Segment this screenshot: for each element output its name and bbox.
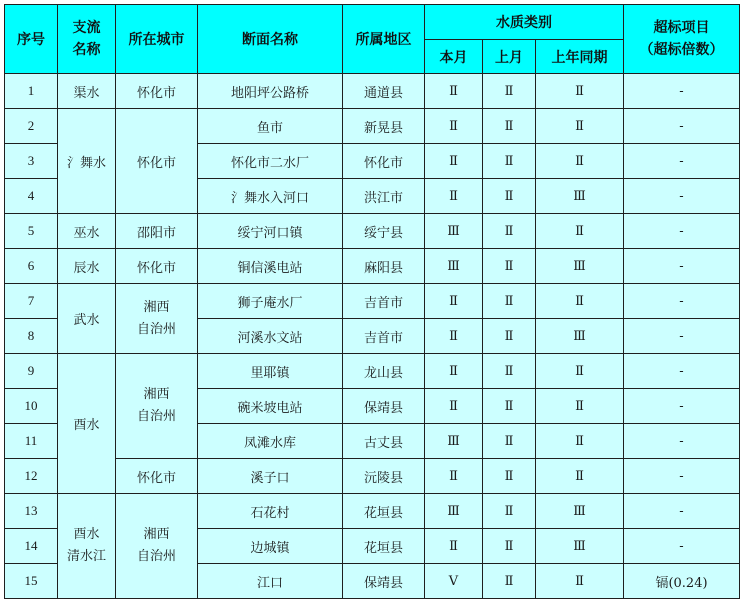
cell-last-year: Ⅲ — [536, 179, 624, 214]
header-last-year: 上年同期 — [536, 40, 624, 74]
cell-tributary — [58, 494, 116, 599]
cell-city: 邵阳市 — [116, 214, 198, 249]
cell-seq: 5 — [5, 214, 58, 249]
cell-region: 花垣县 — [343, 529, 425, 564]
cell-last-year: Ⅱ — [536, 564, 624, 599]
cell-seq: 14 — [5, 529, 58, 564]
cell-this-month: Ⅲ — [425, 249, 483, 284]
cell-this-month: Ⅱ — [425, 74, 483, 109]
cell-exceed: - — [624, 319, 740, 354]
cell-city-line2: 自治州 — [136, 409, 176, 424]
cell-section: 碗米坡电站 — [198, 389, 343, 424]
cell-region: 保靖县 — [343, 389, 425, 424]
cell-region: 麻阳县 — [343, 249, 425, 284]
header-exceed — [624, 5, 740, 74]
cell-last-year: Ⅱ — [536, 424, 624, 459]
cell-tributary: 巫水 — [58, 214, 116, 249]
cell-exceed: - — [624, 144, 740, 179]
cell-this-month: Ⅴ — [425, 564, 483, 599]
cell-seq: 9 — [5, 354, 58, 389]
cell-city — [116, 284, 198, 354]
cell-city — [116, 354, 198, 459]
cell-last-year: Ⅱ — [536, 144, 624, 179]
cell-this-month: Ⅲ — [425, 494, 483, 529]
table-row — [5, 214, 740, 249]
cell-exceed: - — [624, 74, 740, 109]
cell-exceed: - — [624, 214, 740, 249]
cell-city: 怀化市 — [116, 459, 198, 494]
table-row — [5, 74, 740, 109]
cell-seq: 2 — [5, 109, 58, 144]
table-row — [5, 494, 740, 529]
cell-last-year: Ⅱ — [536, 109, 624, 144]
cell-last-year: Ⅱ — [536, 354, 624, 389]
water-quality-table-container — [4, 4, 740, 599]
cell-last-year: Ⅱ — [536, 389, 624, 424]
cell-seq: 6 — [5, 249, 58, 284]
cell-section: 狮子庵水厂 — [198, 284, 343, 319]
cell-exceed: - — [624, 179, 740, 214]
cell-tributary: 武水 — [58, 284, 116, 354]
cell-last-year: Ⅱ — [536, 284, 624, 319]
cell-city-line2: 自治州 — [136, 549, 176, 564]
cell-city: 怀化市 — [116, 249, 198, 284]
header-row-1 — [5, 5, 740, 40]
cell-city — [116, 494, 198, 599]
cell-this-month: Ⅱ — [425, 389, 483, 424]
water-quality-table — [4, 4, 740, 599]
header-region: 所属地区 — [343, 5, 425, 74]
cell-tributary: 辰水 — [58, 249, 116, 284]
table-row — [5, 354, 740, 389]
cell-tributary-line2: 清水江 — [66, 549, 106, 564]
cell-last-month: Ⅱ — [483, 319, 536, 354]
cell-section: 绥宁河口镇 — [198, 214, 343, 249]
header-seq: 序号 — [5, 5, 58, 74]
cell-section: 怀化市二水厂 — [198, 144, 343, 179]
cell-section: 河溪水文站 — [198, 319, 343, 354]
cell-last-month: Ⅱ — [483, 459, 536, 494]
cell-last-month: Ⅱ — [483, 389, 536, 424]
cell-this-month: Ⅱ — [425, 144, 483, 179]
cell-section: 溪子口 — [198, 459, 343, 494]
cell-seq: 15 — [5, 564, 58, 599]
cell-region: 花垣县 — [343, 494, 425, 529]
cell-last-month: Ⅱ — [483, 179, 536, 214]
cell-last-year: Ⅱ — [536, 459, 624, 494]
cell-seq: 10 — [5, 389, 58, 424]
cell-section: 里耶镇 — [198, 354, 343, 389]
cell-last-month: Ⅱ — [483, 424, 536, 459]
cell-exceed: - — [624, 109, 740, 144]
cell-region: 保靖县 — [343, 564, 425, 599]
cell-this-month: Ⅱ — [425, 354, 483, 389]
cell-last-month: Ⅱ — [483, 74, 536, 109]
cell-section: 石花村 — [198, 494, 343, 529]
cell-this-month: Ⅱ — [425, 284, 483, 319]
cell-region: 新晃县 — [343, 109, 425, 144]
cell-seq: 4 — [5, 179, 58, 214]
cell-last-month: Ⅱ — [483, 109, 536, 144]
cell-this-month: Ⅱ — [425, 319, 483, 354]
table-row — [5, 109, 740, 144]
header-quality: 水质类别 — [425, 5, 624, 40]
cell-exceed: - — [624, 284, 740, 319]
cell-last-month: Ⅱ — [483, 354, 536, 389]
table-row — [5, 249, 740, 284]
cell-this-month: Ⅱ — [425, 179, 483, 214]
cell-last-month: Ⅱ — [483, 249, 536, 284]
cell-exceed: 镉(0.24) — [624, 564, 740, 599]
cell-this-month: Ⅲ — [425, 424, 483, 459]
cell-tributary-line1: 酉水 — [73, 527, 100, 542]
cell-section: 地阳坪公路桥 — [198, 74, 343, 109]
cell-this-month: Ⅲ — [425, 214, 483, 249]
cell-seq: 3 — [5, 144, 58, 179]
cell-section: 边城镇 — [198, 529, 343, 564]
cell-tributary: 氵舞水 — [58, 109, 116, 214]
cell-last-month: Ⅱ — [483, 144, 536, 179]
cell-last-month: Ⅱ — [483, 214, 536, 249]
cell-region: 洪江市 — [343, 179, 425, 214]
header-tributary-line2: 名称 — [72, 42, 101, 58]
cell-city-line2: 自治州 — [136, 321, 176, 337]
cell-section: 凤滩水库 — [198, 424, 343, 459]
cell-last-month: Ⅱ — [483, 284, 536, 319]
cell-region: 绥宁县 — [343, 214, 425, 249]
cell-last-year: Ⅱ — [536, 74, 624, 109]
cell-exceed: - — [624, 459, 740, 494]
cell-region: 吉首市 — [343, 319, 425, 354]
header-last-month: 上月 — [483, 40, 536, 74]
table-row — [5, 459, 740, 494]
cell-exceed: - — [624, 389, 740, 424]
cell-city-line1: 湘西 — [143, 527, 170, 542]
cell-last-year: Ⅲ — [536, 249, 624, 284]
header-tributary-line1: 支流 — [72, 20, 101, 36]
header-section: 断面名称 — [198, 5, 343, 74]
cell-tributary: 酉水 — [58, 354, 116, 494]
cell-city-line1: 湘西 — [143, 299, 170, 315]
header-tributary — [58, 5, 116, 74]
cell-seq: 11 — [5, 424, 58, 459]
cell-exceed: - — [624, 494, 740, 529]
cell-region: 通道县 — [343, 74, 425, 109]
cell-this-month: Ⅱ — [425, 529, 483, 564]
cell-this-month: Ⅱ — [425, 109, 483, 144]
cell-region: 龙山县 — [343, 354, 425, 389]
header-exceed-line2: （超标倍数） — [639, 42, 724, 58]
cell-region: 吉首市 — [343, 284, 425, 319]
cell-section: 氵舞水入河口 — [198, 179, 343, 214]
cell-region: 沅陵县 — [343, 459, 425, 494]
cell-exceed: - — [624, 424, 740, 459]
cell-region: 怀化市 — [343, 144, 425, 179]
cell-seq: 12 — [5, 459, 58, 494]
cell-section: 江口 — [198, 564, 343, 599]
cell-last-month: Ⅱ — [483, 529, 536, 564]
cell-seq: 1 — [5, 74, 58, 109]
cell-tributary: 渠水 — [58, 74, 116, 109]
cell-city: 怀化市 — [116, 109, 198, 214]
cell-seq: 7 — [5, 284, 58, 319]
cell-last-year: Ⅲ — [536, 319, 624, 354]
cell-city-line1: 湘西 — [143, 387, 170, 402]
cell-exceed: - — [624, 249, 740, 284]
cell-last-year: Ⅱ — [536, 214, 624, 249]
cell-seq: 13 — [5, 494, 58, 529]
cell-section: 鱼市 — [198, 109, 343, 144]
cell-this-month: Ⅱ — [425, 459, 483, 494]
cell-last-month: Ⅱ — [483, 564, 536, 599]
cell-section: 铜信溪电站 — [198, 249, 343, 284]
cell-city: 怀化市 — [116, 74, 198, 109]
header-city: 所在城市 — [116, 5, 198, 74]
cell-last-year: Ⅲ — [536, 494, 624, 529]
cell-region: 古丈县 — [343, 424, 425, 459]
header-exceed-line1: 超标项目 — [653, 20, 710, 36]
cell-last-month: Ⅱ — [483, 494, 536, 529]
table-row — [5, 284, 740, 319]
cell-last-year: Ⅲ — [536, 529, 624, 564]
cell-exceed: - — [624, 354, 740, 389]
header-this-month: 本月 — [425, 40, 483, 74]
cell-exceed: - — [624, 529, 740, 564]
cell-seq: 8 — [5, 319, 58, 354]
